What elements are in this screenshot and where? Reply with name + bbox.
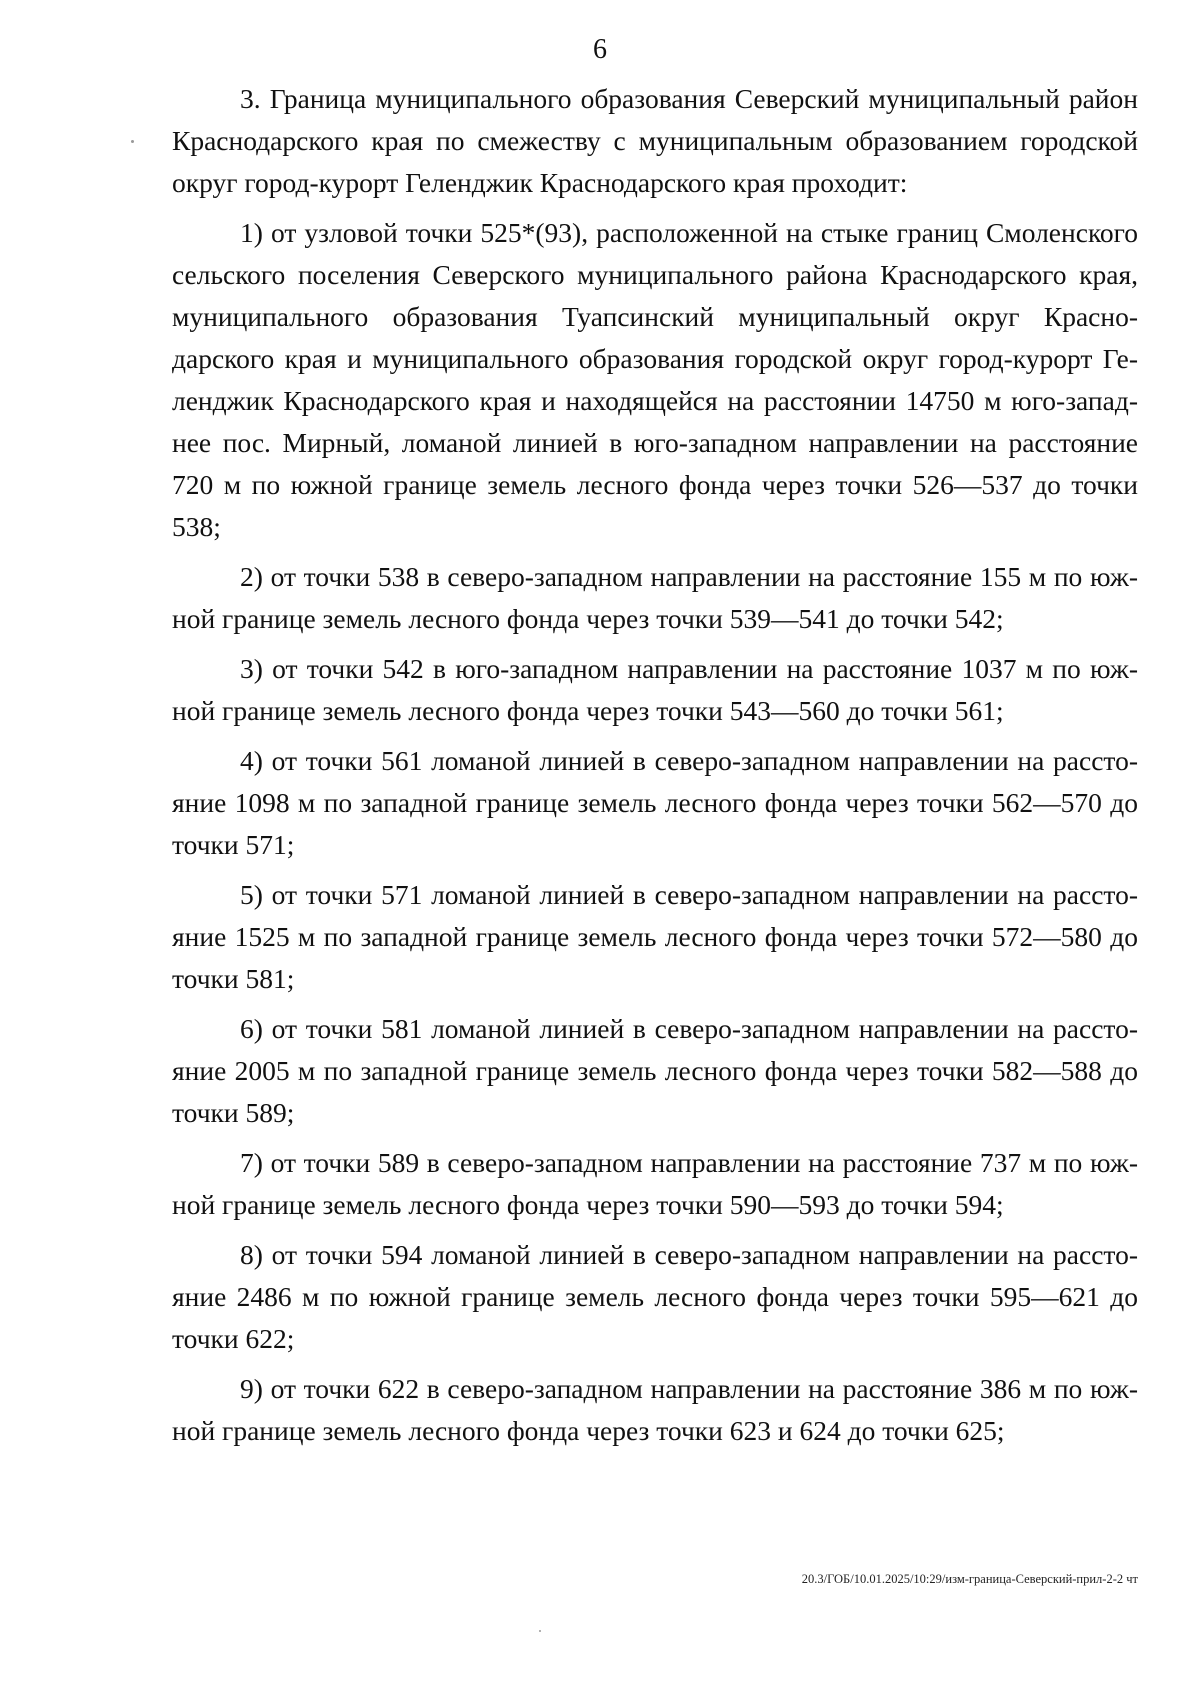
- document-footer-code: 20.3/ГОБ/10.01.2025/10:29/изм-граница-Северский-прил-2-2 чт: [801, 1572, 1138, 1586]
- boundary-item-3: 3) от точки 542 в юго-западном направлении на расстояние 1037 м по южной границе земель лесного фонда через точки 543—560 до точки 561;: [172, 653, 1138, 726]
- boundary-item-2: 2) от точки 538 в северо-западном направлении на расстояние 155 м по южной границе земель лесного фонда через точки 539—541 до точки 542;: [172, 561, 1138, 634]
- boundary-item-5: 5) от точки 571 ломаной линией в северо-западном направлении на расстояние 1525 м по западной границе земель лесного фонда через точки 572—580 до точки 581;: [172, 879, 1138, 994]
- scan-artifact-dot: [539, 1630, 541, 1632]
- boundary-item-9: 9) от точки 622 в северо-западном направлении на расстояние 386 м по южной границе земель лесного фонда через точки 623 и 624 до точки 625;: [172, 1373, 1138, 1446]
- section-intro-paragraph: 3. Граница муниципального образования Северский муниципальный район Краснодарского края по смежеству с муниципальным образованием городской округ город-курорт Геленджик Краснодарского края проходит:: [172, 83, 1138, 198]
- boundary-item-4: 4) от точки 561 ломаной линией в северо-западном направлении на расстояние 1098 м по западной границе земель лесного фонда через точки 562—570 до точки 571;: [172, 745, 1138, 860]
- boundary-item-1: 1) от узловой точки 525*(93), расположенной на стыке границ Смоленского сельского поселения Северского муниципального района Краснодарского края, муниципального образования Туапсинский муниципальный округ Краснодарского края и муниципального образования городской округ город-курорт Геленджик Краснодарского края и находящейся на расстоянии 14750 м юго-западнее пос. Мирный, ломаной линией в юго-западном направлении на расстояние 720 м по южной границе земель лесного фонда через точки 526—537 до точки 538;: [172, 217, 1138, 542]
- boundary-item-6: 6) от точки 581 ломаной линией в северо-западном направлении на расстояние 2005 м по западной границе земель лесного фонда через точки 582—588 до точки 589;: [172, 1013, 1138, 1128]
- page-number: 6: [593, 34, 607, 65]
- boundary-item-7: 7) от точки 589 в северо-западном направлении на расстояние 737 м по южной границе земель лесного фонда через точки 590—593 до точки 594;: [172, 1147, 1138, 1220]
- boundary-item-8: 8) от точки 594 ломаной линией в северо-западном направлении на расстояние 2486 м по южной границе земель лесного фонда через точки 595—621 до точки 622;: [172, 1239, 1138, 1354]
- scan-artifact-dot: [131, 140, 134, 143]
- document-body: [172, 78, 1138, 1460]
